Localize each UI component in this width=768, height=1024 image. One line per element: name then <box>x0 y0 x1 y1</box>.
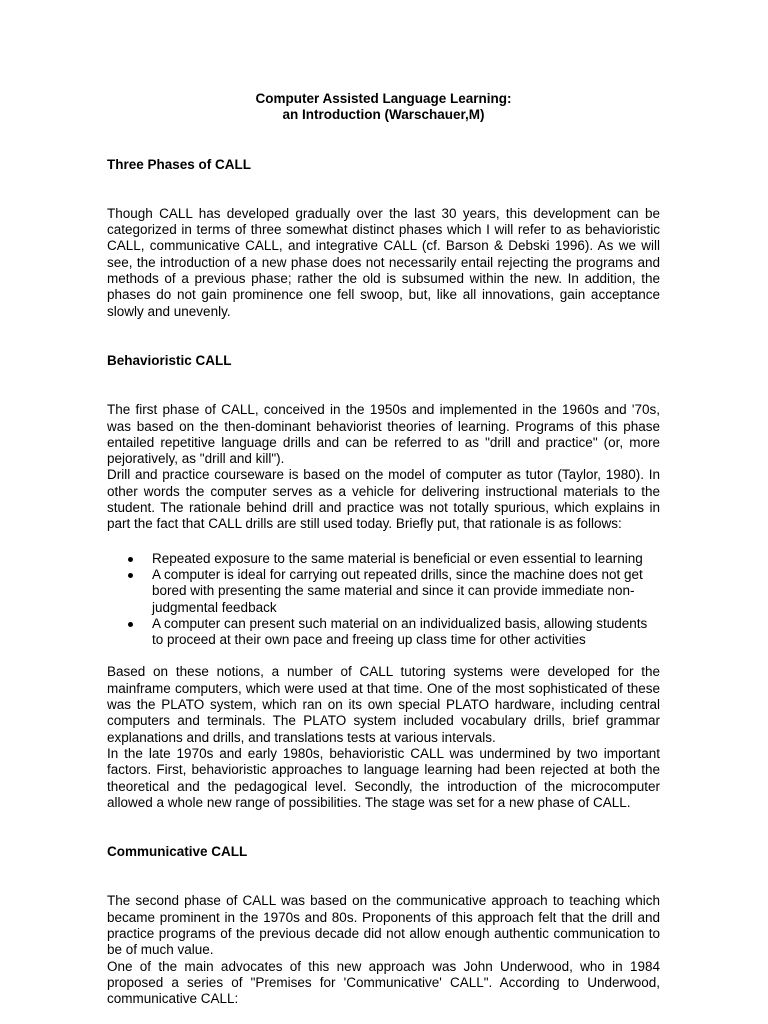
heading-three-phases: Three Phases of CALL <box>107 156 252 172</box>
paragraph-behavioristic-4: In the late 1970s and early 1980s, behavioristic CALL was undermined by two important factors. First, behavioristic approaches to language learning had been rejected at both the theoretical and the pedagogical level. Secondly, the introduction of the microcomputer allowed a whole new range of possibilities. The stage was set for a new phase of CALL. <box>107 745 660 810</box>
paragraph-behavioristic-3: Based on these notions, a number of CALL tutoring systems were developed for the mainframe computers, which were used at that time. One of the most sophisticated of these was the PLATO system, which ran on its own special PLATO hardware, including central computers and terminals. The PLATO system included vocabulary drills, brief grammar explanations and drills, and translations tests at various intervals. <box>107 664 660 745</box>
bullet-icon <box>128 573 133 578</box>
list-item-text: A computer can present such material on an individualized basis, allowing students to proceed at their own pace and freeing up class time for other activities <box>152 615 648 648</box>
list-item <box>107 567 660 616</box>
document-title-line1: Computer Assisted Language Learning: <box>255 91 512 106</box>
paragraph-three-phases: Though CALL has developed gradually over the last 30 years, this development can be categorized in terms of three somewhat distinct phases which I will refer to as behavioristic CALL, communicative CALL, and integrative CALL (cf. Barson & Debski 1996). As we will see, the introduction of a new phase does not necessarily entail rejecting the programs and methods of a previous phase; rather the old is subsumed within the new. In addition, the phases do not gain prominence one fell swoop, but, like all innovations, gain acceptance slowly and unevenly. <box>107 205 660 319</box>
rationale-list <box>107 551 660 649</box>
list-item-text: A computer is ideal for carrying out repeated drills, since the machine does not get bored with presenting the same material and since it can provide immediate non-judgmental feedback <box>152 566 643 615</box>
list-item <box>107 616 660 649</box>
paragraph-communicative-1: The second phase of CALL was based on the communicative approach to teaching which became prominent in the 1970s and 80s. Proponents of this approach felt that the drill and practice programs of the previous decade did not allow enough authentic communication to be of much value. <box>107 893 660 958</box>
document-page <box>107 91 660 1007</box>
paragraph-behavioristic-1: The first phase of CALL, conceived in the 1950s and implemented in the 1960s and '70s, was based on the then-dominant behaviorist theories of learning. Programs of this phase entailed repetitive language drills and can be referred to as "drill and practice" (or, more pejoratively, as "drill and kill"). <box>107 402 660 467</box>
bullet-icon <box>128 557 133 562</box>
paragraph-communicative-2: One of the main advocates of this new approach was John Underwood, who in 1984 proposed a series of "Premises for 'Communicative' CALL". According to Underwood, communicative CALL: <box>107 958 660 1007</box>
heading-communicative: Communicative CALL <box>107 844 248 860</box>
list-item-text: Repeated exposure to the same material is beneficial or even essential to learning <box>152 550 643 566</box>
bullet-icon <box>128 622 133 627</box>
document-title-line2: an Introduction (Warschauer,M) <box>282 107 485 123</box>
paragraph-behavioristic-2: Drill and practice courseware is based on the model of computer as tutor (Taylor, 1980). In other words the computer serves as a vehicle for delivering instructional materials to the student. The rationale behind drill and practice was not totally spurious, which explains in part the fact that CALL drills are still used today. Briefly put, that rationale is as follows: <box>107 467 660 532</box>
list-item <box>107 551 660 567</box>
heading-behavioristic: Behavioristic CALL <box>107 352 232 368</box>
